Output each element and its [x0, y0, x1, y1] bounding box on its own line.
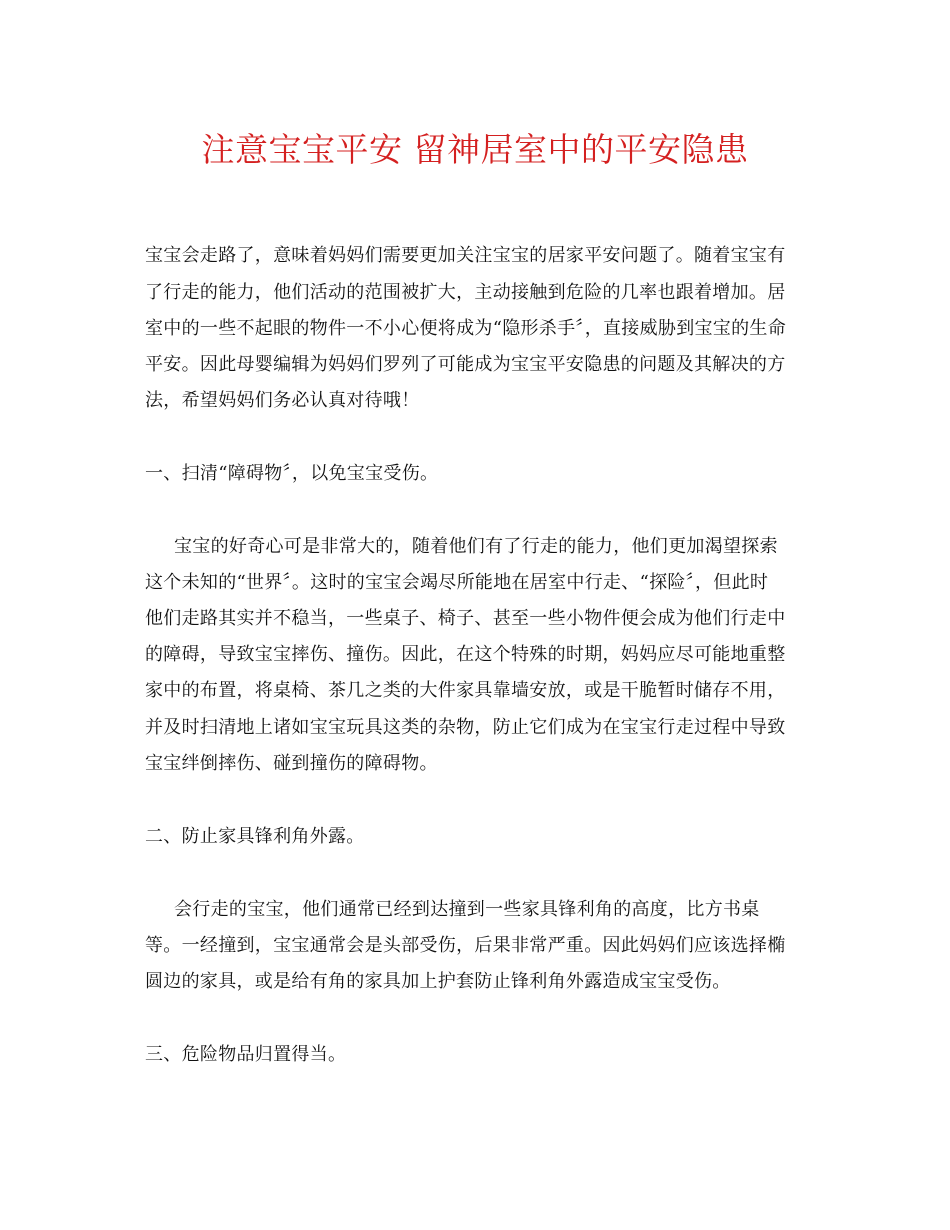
intro-line: 平安。因此母婴编辑为妈妈们罗列了可能成为宝宝平安隐患的问题及其解决的方 [145, 354, 786, 375]
section-1-line: 并及时扫清地上诸如宝宝玩具这类的杂物，防止它们成为在宝宝行走过程中导致 [145, 717, 786, 738]
intro-line: 了行走的能力，他们活动的范围被扩大，主动接触到危险的几率也跟着增加。居 [145, 282, 786, 303]
intro-line: 室中的一些不起眼的物件一不小心便将成为“隐形杀手〞，直接威胁到宝宝的生命 [145, 318, 786, 339]
section-2-line: 等。一经撞到，宝宝通常会是头部受伤，后果非常严重。因此妈妈们应该选择椭 [145, 935, 786, 956]
section-1-heading: 一、扫清“障碍物〞，以免宝宝受伤。 [145, 463, 439, 484]
intro-line: 宝宝会走路了，意味着妈妈们需要更加关注宝宝的居家平安问题了。随着宝宝有 [145, 245, 786, 266]
section-1-line: 他们走路其实并不稳当，一些桌子、椅子、甚至一些小物件便会成为他们行走中 [145, 608, 786, 629]
section-1-line: 宝宝的好奇心可是非常大的，随着他们有了行走的能力，他们更加渴望探索 [174, 536, 778, 557]
section-2-line: 圆边的家具，或是给有角的家具加上护套防止锋利角外露造成宝宝受伤。 [145, 971, 731, 992]
section-1-line: 的障碍，导致宝宝摔伤、撞伤。因此，在这个特殊的时期，妈妈应尽可能地重整 [145, 644, 786, 665]
document-title: 注意宝宝平安 留神居室中的平安隐患 [201, 130, 749, 169]
section-1-line: 宝宝绊倒摔伤、碰到撞伤的障碍物。 [145, 753, 438, 774]
section-3-heading: 三、危险物品归置得当。 [145, 1044, 347, 1065]
section-1-line: 这个未知的“世界〞。这时的宝宝会竭尽所能地在居室中行走、“探险〞，但此时 [145, 572, 769, 593]
section-2-line: 会行走的宝宝，他们通常已经到达撞到一些家具锋利角的高度，比方书桌 [174, 899, 760, 920]
section-2-heading: 二、防止家具锋利角外露。 [145, 826, 365, 847]
intro-line: 法，希望妈妈们务必认真对待哦！ [145, 390, 420, 411]
section-1-line: 家中的布置，将桌椅、茶几之类的大件家具靠墙安放，或是干脆暂时储存不用， [145, 680, 786, 701]
